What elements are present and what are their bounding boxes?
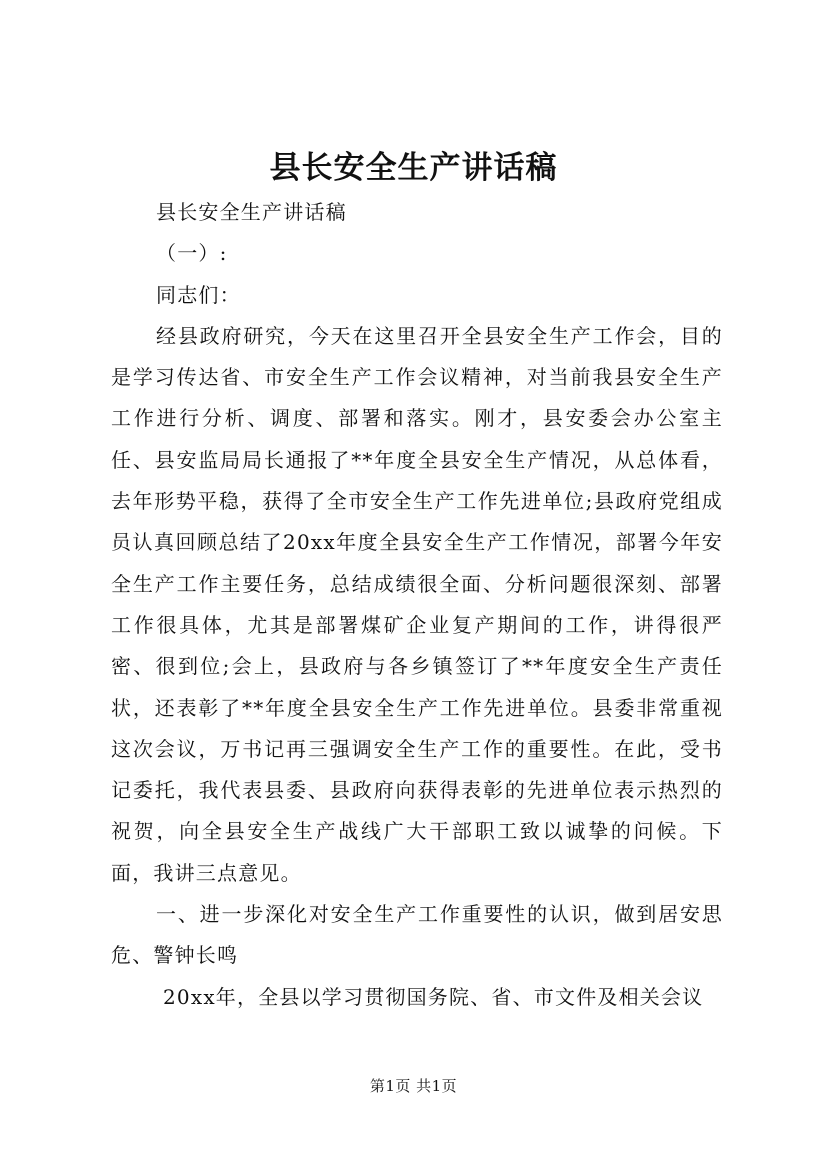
document-body xyxy=(111,192,723,1018)
section-marker-paragraph: （一）: xyxy=(156,241,228,266)
page-footer: 第1页 共1页 xyxy=(369,1077,458,1095)
salutation-paragraph: 同志们： xyxy=(156,282,241,307)
section-heading-paragraph: 一、进一步深化对安全生产工作重要性的认识，做到居安思危、警钟长鸣 xyxy=(111,902,723,968)
body-paragraph-continued: 20xx年，全县以学习贯彻国务院、省、市文件及相关会议 xyxy=(163,984,704,1009)
document-title: 县长安全生产讲话稿 xyxy=(269,150,558,186)
subtitle-paragraph: 县长安全生产讲话稿 xyxy=(156,200,347,224)
body-paragraph: 经县政府研究，今天在这里召开全县安全生产工作会，目的是学习传达省、市安全生产工作会议精神，对当前我县安全生产工作进行分析、调度、部署和落实。刚才，县安委会办公室主任、县安监局局长通报了**年度全县安全生产情况，从总体看，去年形势平稳，获得了全市安全生产工作先进单位;县政府党组成员认真回顾总结了20xx年度全县安全生产工作情况，部署今年安全生产工作主要任务，总结成绩很全面、分析问题很深刻、部署工作很具体，尤其是部署煤矿企业复产期间的工作，讲得很严密、很到位;会上，县政府与各乡镇签订了**年度安全生产责任状，还表彰了**年度全县安全生产工作先进单位。县委非常重视这次会议，万书记再三强调安全生产工作的重要性。在此，受书记委托，我代表县委、县政府向获得表彰的先进单位表示热烈的祝贺，向全县安全生产战线广大干部职工致以诚挚的问候。下面，我讲三点意见。 xyxy=(111,323,723,885)
